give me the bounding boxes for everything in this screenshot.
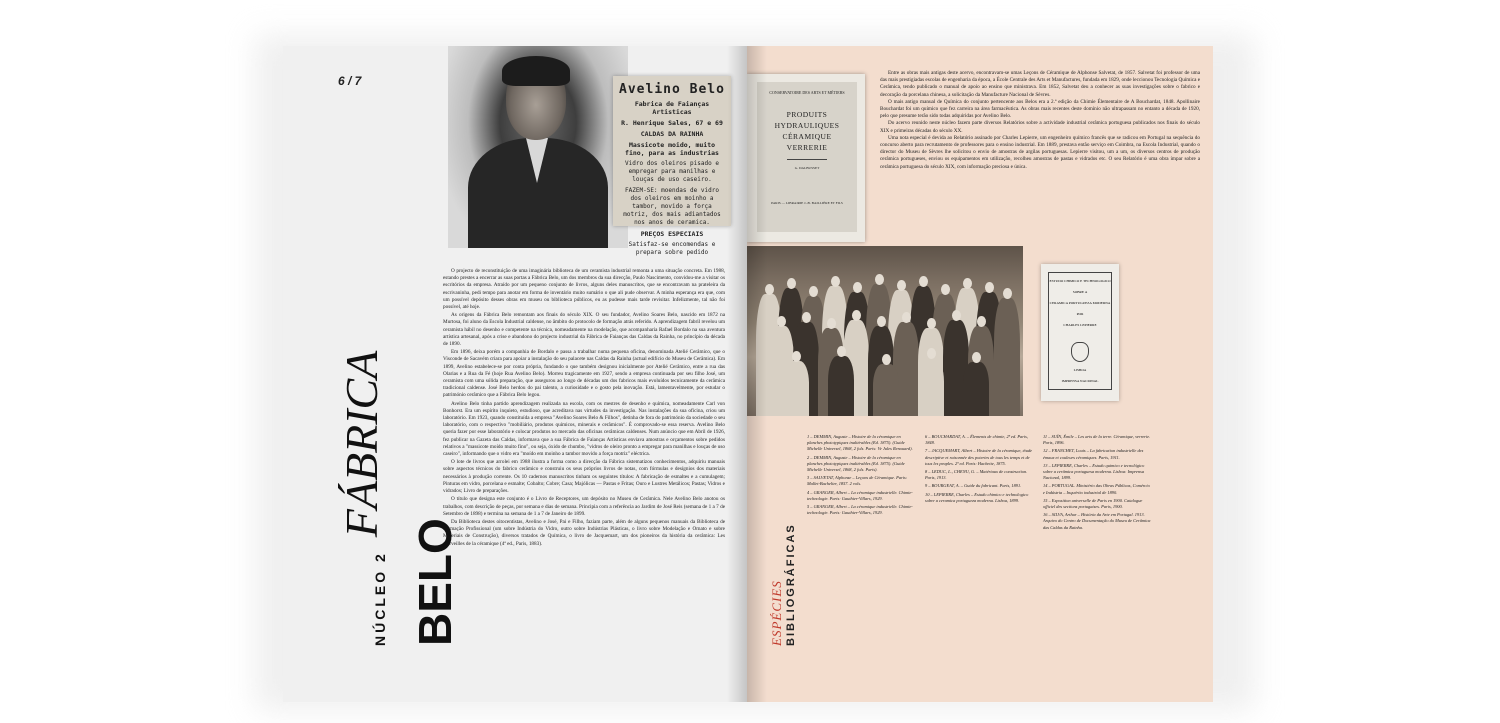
bibliography-entry: 15 – Exposition universelle de Paris en 1900. Catalogue officiel des sections portugaises. Paris, 1900. (1043, 497, 1143, 510)
body-paragraph: As origens da Fábrica Belo remontam aos finais do século XIX. O seu fundador, Avelino Soares Belo, nascido em 1872 na Murtosa, foi aluno da Escola Industrial caldense, no âmbito do protocolo de formação atrás referido. A aprendizagem fabril revelou um ceramista hábil no desenho e competente na técnica, nomeadamente na modelação, que acompanharia Rafael Bordalo na sua aventura artística artesanal, após a crise e abandono do projecto industrial da Fábrica de Faianças das Caldas da Rainha, no princípio da década de 1890. (443, 312, 725, 348)
book-cover-produits (747, 74, 865, 242)
book2-line: SOBRE A (1072, 290, 1088, 294)
photo-figure-head (837, 346, 846, 357)
photo-figure-head (882, 354, 891, 365)
clipping-line: Vidro dos oleiros pisado e empregar para manilhas e louças de uso caseiro. (625, 160, 719, 183)
book2-line: POR (1076, 312, 1084, 316)
bibliography-column-3 (1043, 434, 1151, 533)
photo-figure-body (994, 298, 1020, 416)
photo-figure-head (802, 312, 811, 323)
book-rule (787, 159, 827, 160)
photo-figure-body (828, 356, 854, 416)
photo-figure-head (875, 274, 884, 285)
photo-figure-head (765, 284, 774, 295)
bibliography-heading (769, 523, 797, 646)
clipping-title: Avelino Belo (619, 82, 725, 97)
portrait-photo (448, 46, 628, 248)
book-title (757, 109, 857, 153)
photo-figure-head (902, 312, 911, 323)
book-small-heading: CONSERVATOIRE DES ARTS ET MÉTIERS (769, 90, 845, 95)
book2-line: CERAMICA PORTUGUEZA MODERNA (1049, 301, 1111, 305)
book2-line: CHARLES LEPIERRE (1063, 323, 1097, 327)
photo-figure-head (777, 316, 786, 327)
photo-figure-head (831, 276, 840, 287)
bibliography-entry: 16 – SILVA, Arthur – História da Arte em Portugal. 1913. Arquivo do Centro de Documentação do Museu de Cerâmica das Caldas da Rainha. (1043, 512, 1151, 530)
bibliography-italic: ESPÉCIES (769, 580, 784, 646)
body-paragraph: Do acervo reunido neste núcleo fazem parte diversos Relatórios sobre a actividade industrial cerâmica portuguesa publicados nos finais do século XIX e primeiras décadas do século XX. (880, 120, 1200, 134)
workers-group-photo (747, 246, 1023, 416)
clipping-line: Massicote moido, muito fino, para as industrias (625, 141, 719, 157)
photo-figure-head (977, 316, 986, 327)
body-paragraph: Uma nota especial é devida ao Relatório assinado por Charles Lepierre, um engenheiro químico francês que se radicou em Portugal na sequência do concurso aberto para recrutamento de professores para o ensino industrial. Em 1889, prestava então serviço em Coimbra, na Escola Industrial, quando o director do Museu de Sèvres lhe solicitou o envio de amostras de argilas portuguesas. Lepierre visitou, um a um, os diversos centros de produção cerâmica portugueses, enviou os equipamentos em utilização, recolheu amostras de pastas e vidrados etc. O seu Relatório é uma obra ímpar sobre a cerâmica portuguesa do século XIX, com informação preciosa e única. (880, 134, 1200, 170)
book2-line: ESTUDO CHIMICO E TECHNOLOGICO (1049, 279, 1111, 283)
title-bold: BELO (409, 518, 461, 646)
right-top-text (880, 70, 1200, 171)
photo-figure-body (963, 362, 989, 416)
bibliography-bold: BIBLIOGRÁFICAS (785, 523, 797, 646)
book-author: G. DALBUSSET (794, 166, 820, 170)
photo-figure-head (927, 318, 936, 329)
newspaper-clipping (613, 76, 731, 256)
page-number: 6 / 7 (338, 74, 362, 88)
title-italic: FÁBRICA (336, 350, 387, 538)
photo-figure-head (1003, 288, 1012, 299)
photo-figure-head (952, 310, 961, 321)
body-paragraph: O lote de livros que arrolei em 1988 ilustra a forma como a direcção da Fábrica sistematizou conhecimentos, adquiriu manuais sobre aspectos técnicos do fabrico cerâmico e construiu os seus próprios livros de notas, com fórmulas e desígnios dos materiais necessários à produção corrente. Os 10 cadernos manuscritos tinham os seguintes títulos: A fabricação de esmaltes e a cumulagem; Pinturas em vidro, porcelana e esmalte; Cobalto; Cobre; Casa; Majólicas — Pastas e Fritas; Ouro e Lustres Metálicos; Pastas; Vidros e vidrados; Livro de preparações. (443, 459, 725, 495)
clipping-lines (619, 100, 725, 257)
body-paragraph: Entre as obras mais antigas deste acervo, encontravam-se umas Leçons de Céramique de Alphonse Salvetat, de 1857. Salvetat foi professor de uma das mais prestigiadas escolas de engenharia da época, a École Centrale des Arts et Manufactures, fundada em 1829, onde leccionou Tecnologia Química e Cerâmica, tendo publicado o manual de apoio ao ensino que ministrava. Em 1852, Salvetat deu a conhecer as suas investigações sobre o fabrico e decoração da porcelana chinesa, a solicitação da Manufacture Nacional de Sèvres. (880, 70, 1200, 98)
body-paragraph: O mais antigo manual de Química do conjunto pertencente aos Belos era a 2.ª edição da Chimie Élementaire de A Bouchardat, 1848. Apollinaire Bouchardat foi um químico que fez carreira na área farmacêutica. As obras mais recentes deste domínio não ultrapassam no entanto a década de 1920, pelo que presume terão sido todas adquiridas por Avelino Belo. (880, 98, 1200, 120)
bibliography-entry: 8 – LEDUC, L., CHENU, G. – Matériaux de construction. Paris, 1913. (925, 469, 1028, 481)
book-cover-lepierre (1041, 264, 1119, 401)
photo-figure-head (927, 348, 936, 359)
bibliography-entry: 11 – SUÏN, Émile – Les arts de la terre. Céramique, verrerie. Paris, 1896. (1043, 434, 1151, 446)
photo-figure-head (877, 316, 886, 327)
bibliography-entry: 14 – PORTUGAL. Ministério das Obras Públicas, Comércio e Indústria – Inquérito industrial de 1890. (1043, 483, 1150, 495)
photo-figure-body (783, 361, 809, 416)
clipping-line: FAZEM-SE: moendas de vidro dos oleiros em moinho a tambor, movido a força motriz, dos mais adiantados nos anos de ceramica. (623, 187, 721, 226)
photo-figure-head (963, 278, 972, 289)
photo-figure-head (852, 310, 861, 321)
bibliography-entry: 4 – GRANGER, Albert – La céramique industrielle. Chimie-technologie. Paris: Gauthier-Villars, 1929. (807, 489, 913, 501)
body-paragraph: O título que designa este conjunto é o Livro de Receptores, um depósito no Museu de Cerâmica. Nele Avelino Belo anotou os trabalhos, com descrição de peças, por semana e dias de semana. Principia com a referência ao Jardim de José Reis (semana de 1 a 7 de Setembro de 1898) e termina na semana de 1 a 7 de Janeiro de 1899. (443, 496, 725, 517)
right-page (747, 46, 1213, 702)
clipping-line: CALDAS DA RAINHA (640, 130, 704, 138)
photo-figure-head (941, 284, 950, 295)
photo-figure-head (809, 286, 818, 297)
bibliography-entry: 5 – GRANGER, Albert – La céramique industrielle. Chimie-technologie. Paris: Gauthier-Villars, 1929. (807, 504, 913, 516)
bibliography-entry: 13 – LEPIERRE, Charles – Estudo quimico e tecnológico sobre a cerâmica portuguesa moderna. Lisboa: Imprensa Nacional, 1899. (1043, 462, 1145, 481)
photo-figure-head (787, 278, 796, 289)
book-title-line: VERRERIE (786, 143, 828, 152)
section-title (335, 341, 388, 646)
book-cover-inner (757, 82, 857, 232)
photo-figure-body (918, 358, 944, 416)
clipping-line: R. Henrique Sales, 67 e 69 (621, 119, 723, 127)
bibliography-entry: 7 – JACQUEMART, Albert – Histoire de la céramique, étude descriptive et raisonnée des poteries de tous les temps et de tous les peuples. 2ª ed. Paris: Hachette, 1875. (925, 448, 1033, 466)
photo-figure-head (853, 282, 862, 293)
left-body-text (443, 268, 725, 549)
bibliography-entry: 10 – LEPIERRE, Charles – Estudo chimico e technologico sobre a ceramica portugueza moderna. Lisboa, 1899. (925, 491, 1029, 503)
section-label: NÚCLEO 2 (372, 551, 388, 646)
book2-inner (1048, 272, 1112, 390)
body-paragraph: Avelino Belo tinha partido aprendizagem realizada na escola, com os mestres de desenho e química, nomeadamente Carl von Bonhorst. Era um espírito inquieto, estudioso, que acreditava nas virtudes da investigação. Nas instalações da sua oficina, criou um laboratório. Em 1923, quando constituída a empresa "Avelino Soares Belo & Filhos", detinha de fora do património da sociedade o seu laboratório, com o respectivo "mobiliário, produtos químicos, minerais e cerâmicos". É comprovado-se essa reserva. Avelino Belo queria fazer por esse laboratório e colocar produtos no mercado das oficinas cerâmicas caldenses. Num anúncio que em Abril de 1926, fez publicar na Gazeta das Caldas, informava que a sua Fábrica de Faianças Artísticas enviava amostras e orçamentos sobre pedidos relativos a "massicote moído muito fino", ou seja, óxido de chumbo, "vidros de oleiro pronto a empregar para manilhas e louças de uso caseiro", informando que o vidro era "moído em moinho a tambor movido a força motriz" eléctrica. (443, 400, 725, 458)
book2-line: LISBOA (1073, 368, 1087, 372)
body-paragraph: O projecto de reconstituição de uma imaginária biblioteca de um ceramista industrial remonta a uma situação concreta. Em 1988, estando prestes a encerrar as suas portas a Fábrica Belo, um dos membros da sua direcção, Paulo Nascimento, convidou-me a visitar os escritórios da empresa. Atraído por um pequeno conjunto de livros, alguns deles manuscritos, que se encontravam na prateleira da escrivaninha, pedi tempo para anotar em forma de inventário muito sumário o que ali pude observar. A minha esperança era que, com um possível depósito desses obras em museu ou biblioteca públicos, eu as pudesse mais tarde revisitar. Infelizmente, tal não foi possível, até hoje. (443, 268, 725, 311)
photo-figure-head (985, 282, 994, 293)
photo-figure-head (919, 276, 928, 287)
book2-line: IMPRENSA NACIONAL (1061, 379, 1099, 383)
bibliography-column-1 (807, 434, 915, 518)
book-title-line: PRODUITS HYDRAULIQUES (774, 110, 840, 130)
bibliography-entry: 3 – SALVETAT, Alphonse – Leçons de Céramique. Paris: Mallet-Bachelier, 1857. 2 vols. (807, 475, 908, 487)
photo-figure-body (873, 364, 899, 416)
bibliography-entry: 2 – DEMMIN, Auguste – Histoire de la céramique en planches phototypiques inaltérables (Ed. 1875). (Guide Michelle Universel, 1868, 2 fols. Paris). (807, 454, 905, 473)
photo-figure-head (897, 280, 906, 291)
photo-figure-head (827, 318, 836, 329)
bibliography-entry: 12 – FRANCHET, Louis – La fabrication industrielle des émaux et couleurs céramiques. Paris, 1911. (1043, 448, 1144, 460)
bibliography-entry: 9 – BOURGEAT, A. – Guide du fabricant. Paris, 1891. (925, 483, 1022, 489)
portrait-hair (502, 56, 570, 86)
bibliography-entry: 6 – BOUCHARDAT, A. – Élements de chimie, 2ª ed. Paris, 1848. (925, 434, 1028, 446)
body-paragraph: Em 1896, deixa porém a companhia de Bordalo e passa a trabalhar numa pequena oficina, denominada Atelié Cerâmico, que o Visconde de Sacavém criara para apoiar a instalação do seu palacete nas Caldas da Rainha (actual edifício do Museu de Cerâmica). Em 1899, Avelino estabelece-se por conta própria, fundando o que também designou inicialmente por Atelié Cerâmico, entre a rua das Olarias e a Rua da Fé (hoje Rua Avelino Belo). Morreu tragicamente em 1927, sendo a empresa continuada por seu filho José, um ceramista com uma sólida preparação, que assegurou ao longo de décadas um dos fabricos mais evoluídos tecnicamente da cerâmica tradicional caldense. José Belo herdou do pai talento, a curiosidade e o gosto pela inovação. Está, lamentavelmente, por estudar o património cerâmico que a Fábrica Belo legou. (443, 349, 725, 399)
clipping-line: Satisfaz-se encomendas e prepara sobre pedido (628, 241, 716, 256)
left-page (283, 46, 747, 702)
book2-seal-icon (1071, 342, 1089, 362)
book-title-line: CÉRAMIQUE (782, 132, 832, 141)
photo-figure-head (972, 352, 981, 363)
clipping-line: Fabrica de Faianças Artisticas (634, 100, 710, 116)
clipping-line: PREÇOS ESPECIAIS (640, 230, 704, 238)
bibliography-entry: 1 – DEMMIN, Auguste – Histoire de la céramique en planches phototypiques inaltérables (Ed. 1875). (Guide Michelle Universel, 1868, 2 fols. Paris: Ve Jules Renouard). (807, 434, 913, 452)
bibliography-column-2 (925, 434, 1033, 506)
photo-figure-head (792, 351, 801, 362)
body-paragraph: Da Biblioteca destes oitocentistas, Avelino e José, Pai e Filho, faziam parte, além de alguns pequenos manuais da Biblioteca de Formação Profissional (um sobre Indústria do Vidro, outro sobre Indústrias Plásticas, o livro sobre Modelação e Ornato e sobre Materiais de Construção), diversos tratados de Química, o livro de Jacquemart, um dos pioneiros da história da cerâmica: Les merveilles de la céramique (4ª ed., Paris, 1883). (443, 518, 725, 547)
book-publisher: PARIS — LIBRAIRIE J.-B. BAILLIÈRE ET FILS (771, 201, 843, 205)
